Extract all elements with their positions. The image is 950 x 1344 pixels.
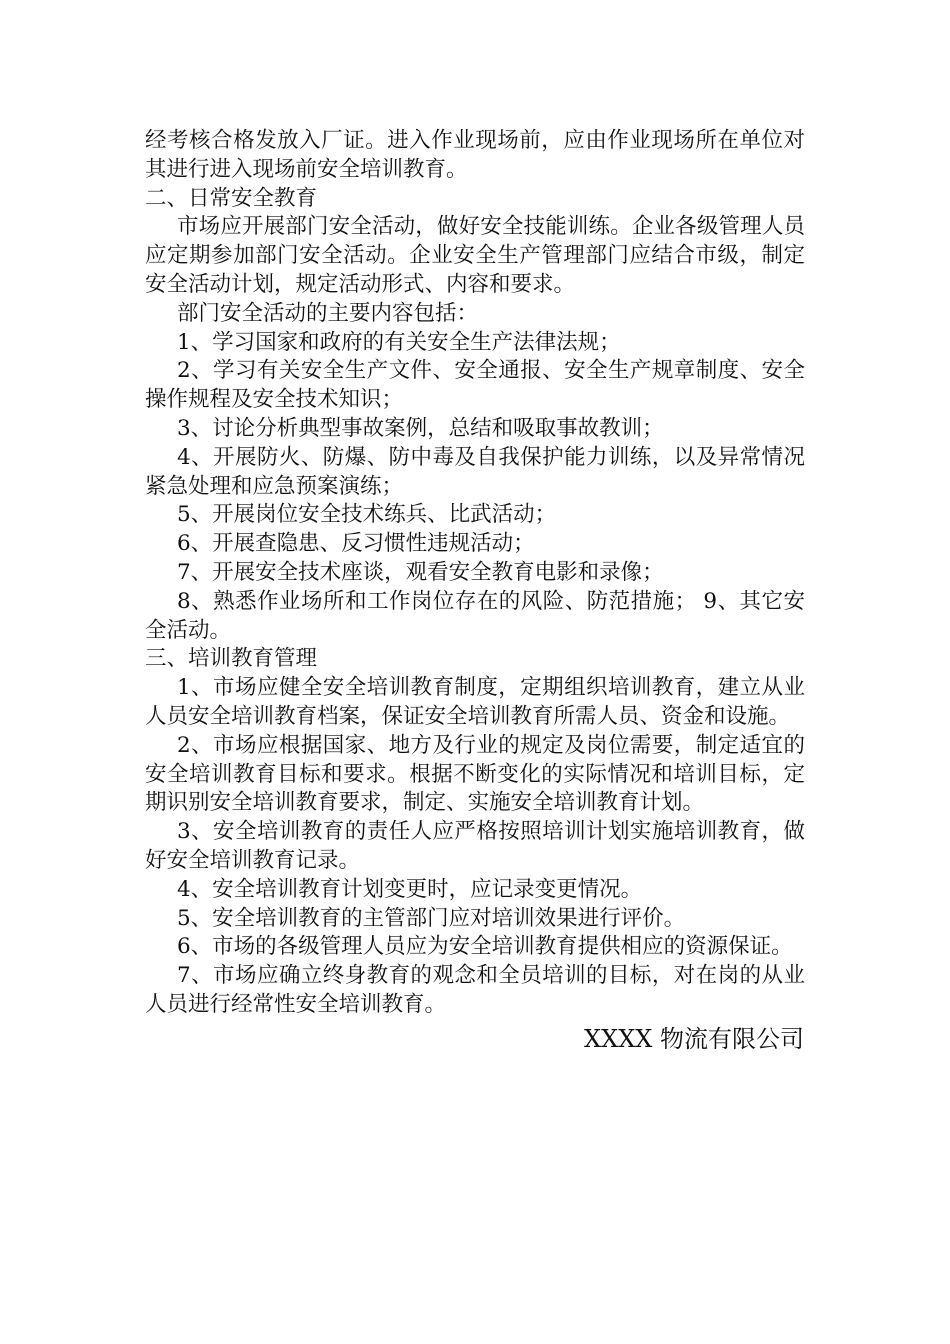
paragraph: 1、市场应健全安全培训教育制度，定期组织培训教育，建立从业人员安全培训教育档案，保证安全培训教育所需人员、资金和设施。 (145, 675, 805, 729)
paragraph: 8、熟悉作业场所和工作岗位存在的风险、防范措施； 9、其它安全活动。 (145, 588, 805, 643)
paragraph: 7、开展安全技术座谈，观看安全教育电影和录像； (177, 559, 664, 585)
section-heading: 二、日常安全教育 (145, 185, 318, 211)
paragraph: 6、开展查隐患、反习惯性违规活动； (177, 531, 535, 557)
paragraph: 4、开展防火、防爆、防中毒及自我保护能力训练，以及异常情况紧急处理和应急预案演练； (145, 444, 805, 499)
paragraph: 3、讨论分析典型事故案例，总结和吸取事故教训； (177, 415, 664, 441)
paragraph: 5、开展岗位安全技术练兵、比武活动； (177, 502, 557, 528)
paragraph: 1、学习国家和政府的有关安全生产法律法规； (177, 329, 621, 355)
paragraph: 经考核合格发放入厂证。进入作业现场前，应由作业现场所在单位对其进行进入现场前安全培训教育。 (145, 128, 805, 182)
body-text (145, 127, 805, 1020)
paragraph: 3、安全培训教育的责任人应严格按照培训计划实施培训教育，做好安全培训教育记录。 (145, 819, 805, 873)
paragraph: 2、市场应根据国家、地方及行业的规定及岗位需要，制定适宜的安全培训教育目标和要求。根据不断变化的实际情况和培训目标，定期识别安全培训教育要求，制定、实施安全培训教育计划。 (145, 732, 805, 816)
paragraph: 4、安全培训教育计划变更时，应记录变更情况。 (177, 876, 643, 902)
paragraph: 7、市场应确立终身教育的观念和全员培训的目标，对在岗的从业人员进行经常性安全培训教育。 (145, 963, 805, 1017)
paragraph: 5、安全培训教育的主管部门应对培训效果进行评价。 (177, 905, 686, 931)
company-signature: XXXX 物流有限公司 (584, 1025, 804, 1053)
paragraph: 6、市场的各级管理人员应为安全培训教育提供相应的资源保证。 (177, 934, 793, 960)
section-heading: 三、培训教育管理 (145, 646, 318, 672)
paragraph: 部门安全活动的主要内容包括： (177, 300, 479, 326)
paragraph: 2、学习有关安全生产文件、安全通报、安全生产规章制度、安全操作规程及安全技术知识； (145, 358, 805, 413)
paragraph: 市场应开展部门安全活动，做好安全技能训练。企业各级管理人员应定期参加部门安全活动。企业安全生产管理部门应结合市级，制定安全活动计划，规定活动形式、内容和要求。 (145, 214, 805, 297)
